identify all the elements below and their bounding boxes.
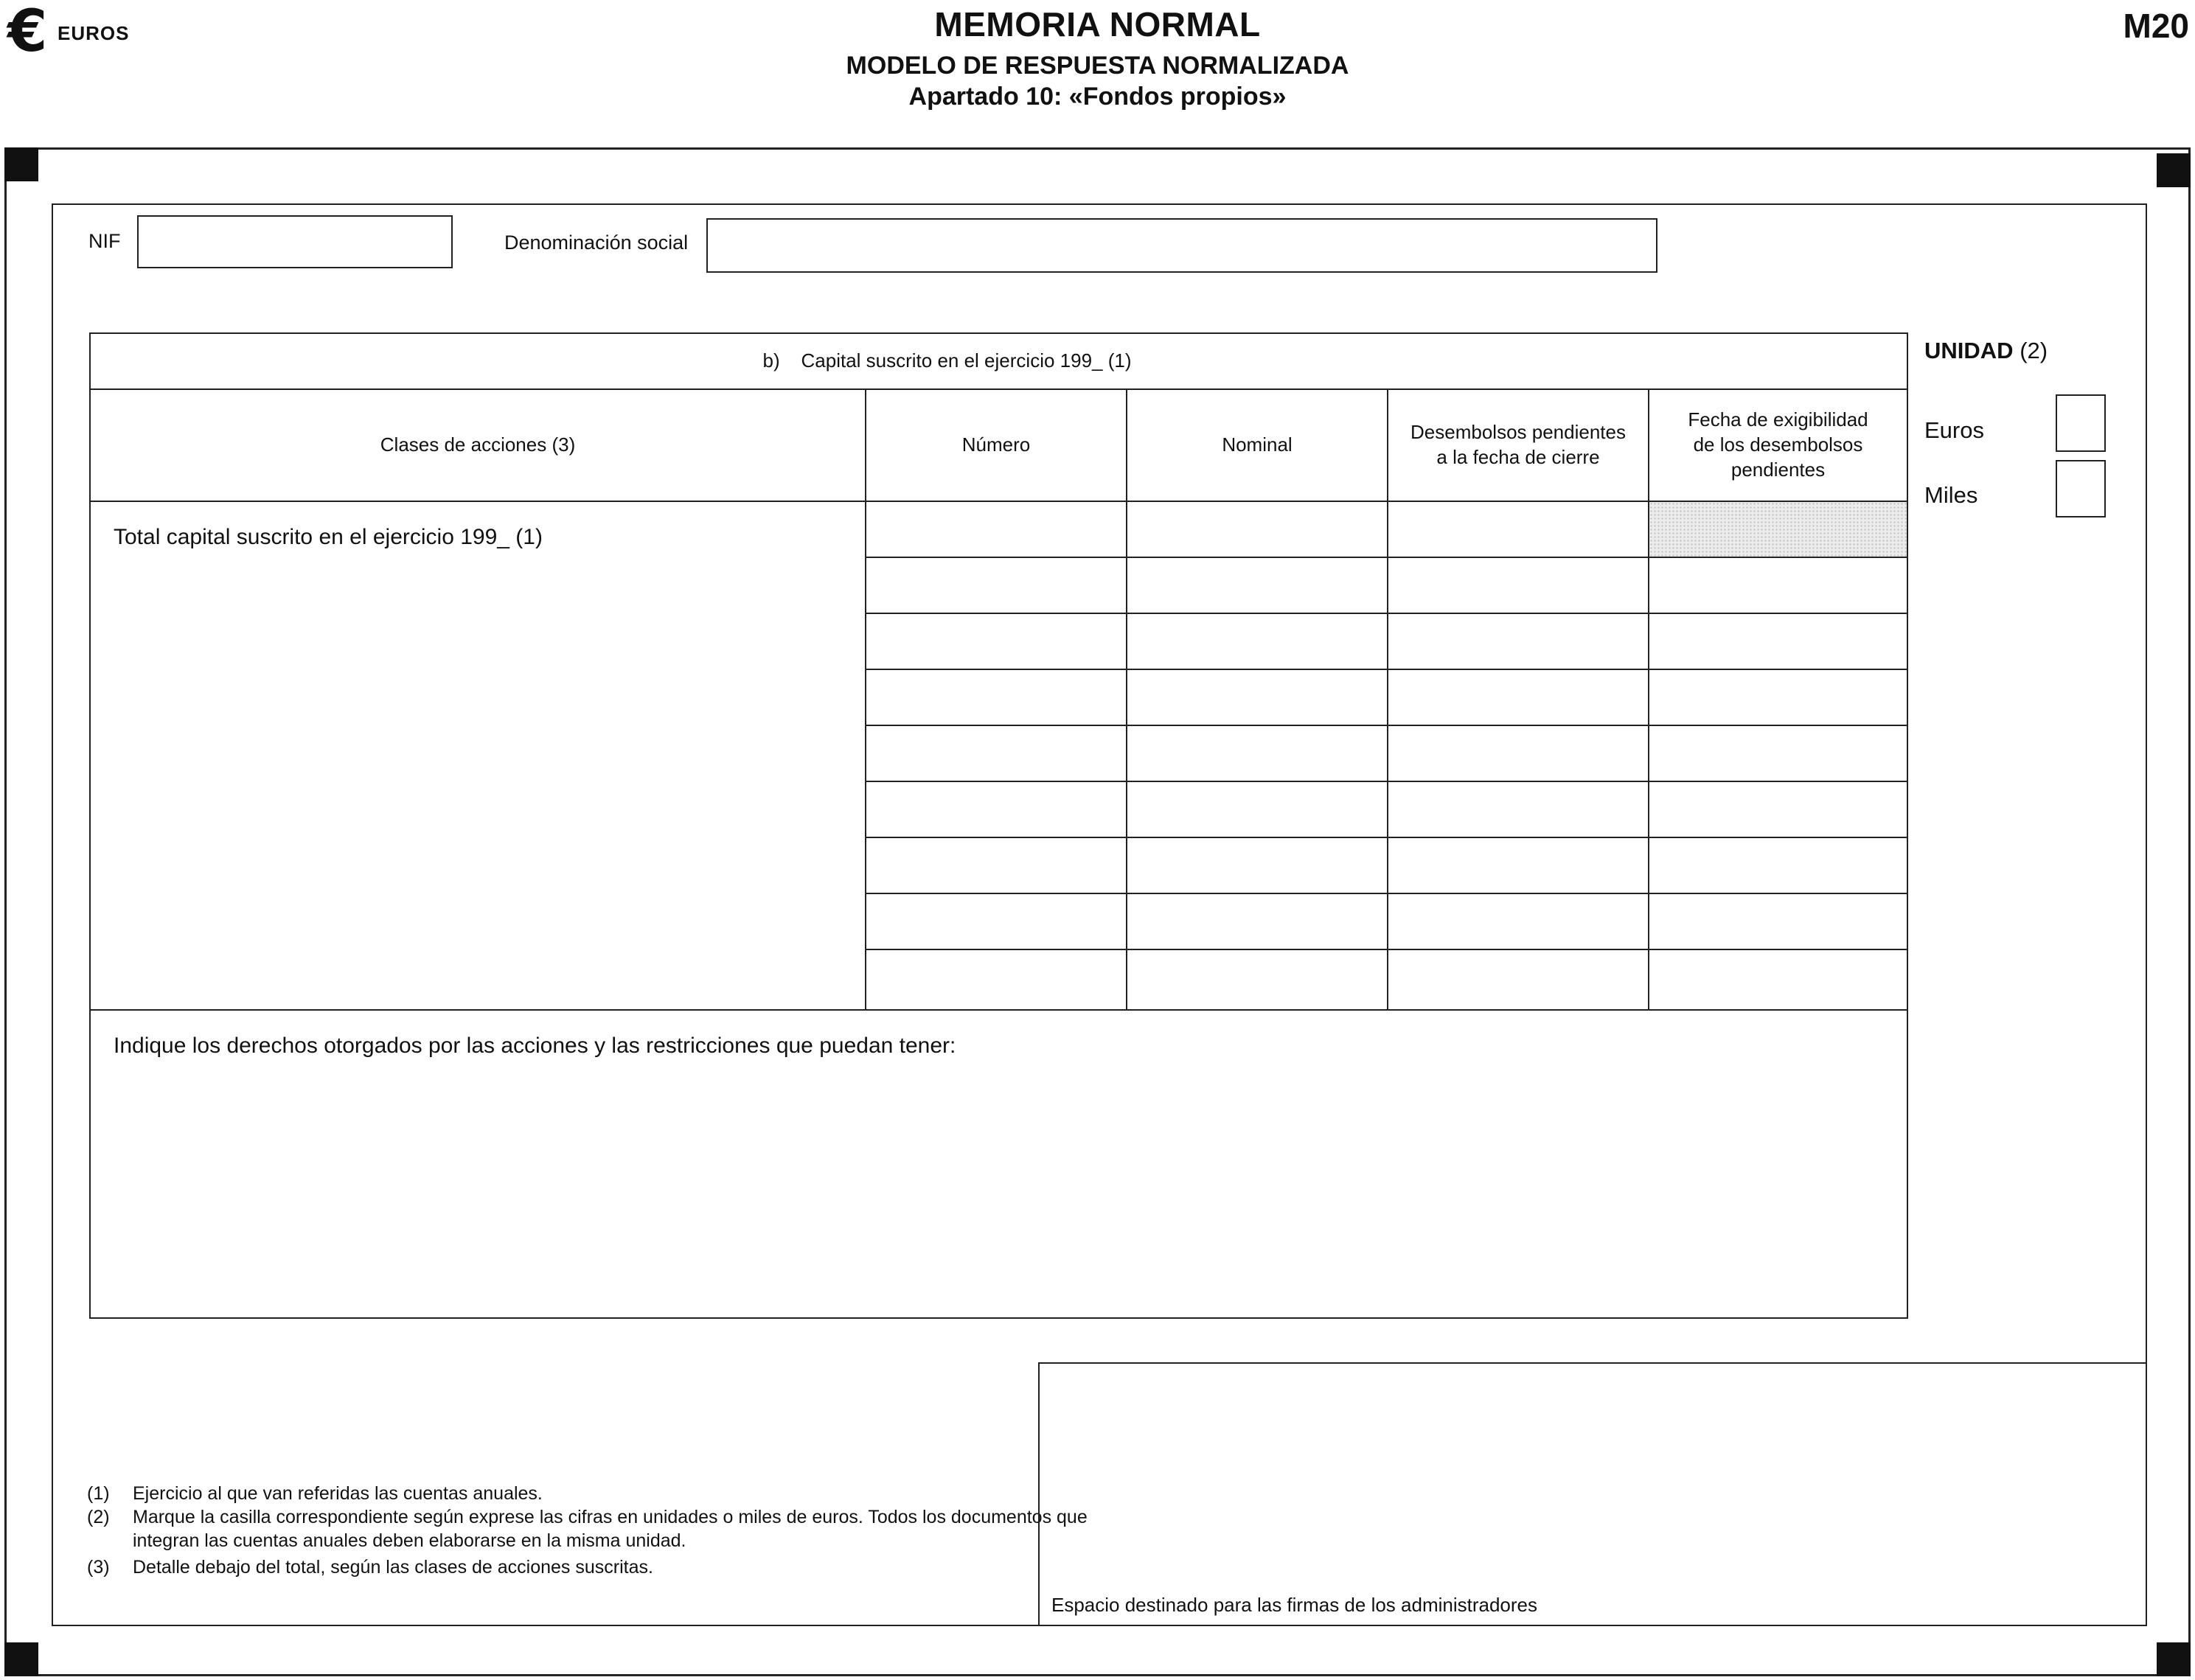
table-cell[interactable] xyxy=(865,781,1127,838)
table-cell[interactable] xyxy=(1648,893,1908,950)
table-cell[interactable] xyxy=(865,557,1127,614)
model-code: M20 xyxy=(2123,7,2189,45)
form-title: MEMORIA NORMAL xyxy=(934,5,1261,43)
table-cell[interactable] xyxy=(865,669,1127,726)
footnote-text: Marque la casilla correspondiente según exprese las cifras en unidades o miles de euros. Todos los documentos que integran las cuentas anuales deben elaborarse en la misma unidad. xyxy=(133,1507,1088,1551)
footnote-number: (3) xyxy=(87,1557,110,1578)
company-name-label: Denominación social xyxy=(504,231,689,254)
table-caption xyxy=(89,332,1908,390)
column-header-due-date: Fecha de exigibilidad de los desembolsos pendientes xyxy=(1648,388,1908,502)
table-cell[interactable] xyxy=(1387,837,1649,894)
unit-option-miles-label: Miles xyxy=(1924,482,1978,508)
column-header-number: Número xyxy=(865,388,1127,502)
registration-mark-top-left xyxy=(4,147,38,181)
footnote-3 xyxy=(87,1555,1046,1579)
table-cell[interactable] xyxy=(1387,893,1649,950)
currency-label: EUROS xyxy=(58,22,130,44)
table-cell-shaded xyxy=(1648,501,1908,558)
table-cell[interactable] xyxy=(1387,613,1649,670)
table-cell[interactable] xyxy=(1126,949,1388,1011)
table-cell[interactable] xyxy=(1126,893,1388,950)
table-cell[interactable] xyxy=(865,837,1127,894)
unit-label-note: (2) xyxy=(2020,338,2048,363)
total-capital-label: Total capital suscrito en el ejercicio 199_ (1) xyxy=(114,525,543,549)
table-cell[interactable] xyxy=(1648,613,1908,670)
table-cell[interactable] xyxy=(1648,725,1908,782)
footnote-2 xyxy=(87,1505,1088,1554)
table-cell[interactable] xyxy=(1648,781,1908,838)
table-cell[interactable] xyxy=(865,501,1127,558)
footnote-text: Detalle debajo del total, según las clases de acciones suscritas. xyxy=(133,1557,653,1578)
table-cell[interactable] xyxy=(1387,557,1649,614)
table-cell[interactable] xyxy=(865,725,1127,782)
table-cell[interactable] xyxy=(1387,781,1649,838)
footnote-text: Ejercicio al que van referidas las cuentas anuales. xyxy=(133,1483,543,1504)
footnote-1 xyxy=(87,1482,1046,1505)
unit-option-euros-label: Euros xyxy=(1924,417,1984,443)
footnote-number: (2) xyxy=(87,1507,110,1527)
form-subtitle: MODELO DE RESPUESTA NORMALIZADA xyxy=(846,52,1349,80)
nif-field[interactable] xyxy=(137,215,453,268)
signature-label: Espacio destinado para las firmas de los administradores xyxy=(1051,1594,1538,1616)
table-cell[interactable] xyxy=(1648,669,1908,726)
unit-label xyxy=(1924,338,2048,364)
table-cell[interactable] xyxy=(1648,837,1908,894)
table-cell[interactable] xyxy=(1126,613,1388,670)
table-caption-text: b) Capital suscrito en el ejercicio 199_ (1) xyxy=(762,349,1132,372)
table-cell[interactable] xyxy=(865,893,1127,950)
table-cell[interactable] xyxy=(865,613,1127,670)
table-cell[interactable] xyxy=(1126,501,1388,558)
column-header-pending-payments: Desembolsos pendientes a la fecha de cierre xyxy=(1387,388,1649,502)
column-header-share-classes: Clases de acciones (3) xyxy=(89,388,866,502)
unit-label-text: UNIDAD xyxy=(1924,338,2014,363)
registration-mark-bottom-right xyxy=(2157,1642,2191,1676)
table-cell[interactable] xyxy=(1126,725,1388,782)
table-cell[interactable] xyxy=(865,949,1127,1011)
unit-miles-checkbox[interactable] xyxy=(2056,460,2106,517)
nif-label: NIF xyxy=(88,230,121,252)
section-title: Apartado 10: «Fondos propios» xyxy=(908,83,1287,111)
table-cell[interactable] xyxy=(1126,781,1388,838)
rights-restrictions-label: Indique los derechos otorgados por las acciones y las restricciones que puedan tener: xyxy=(114,1034,956,1058)
unit-euros-checkbox[interactable] xyxy=(2056,394,2106,452)
table-cell[interactable] xyxy=(1387,949,1649,1011)
table-cell[interactable] xyxy=(1387,501,1649,558)
share-classes-column xyxy=(89,501,866,1011)
table-cell[interactable] xyxy=(1126,669,1388,726)
table-cell[interactable] xyxy=(1126,557,1388,614)
signature-area[interactable] xyxy=(1038,1362,2147,1626)
footnote-number: (1) xyxy=(87,1483,110,1504)
table-cell[interactable] xyxy=(1387,669,1649,726)
table-cell[interactable] xyxy=(1126,837,1388,894)
company-name-field[interactable] xyxy=(706,218,1657,273)
column-header-nominal: Nominal xyxy=(1126,388,1388,502)
table-cell[interactable] xyxy=(1387,725,1649,782)
table-cell[interactable] xyxy=(1648,949,1908,1011)
registration-mark-top-right xyxy=(2157,153,2191,187)
registration-mark-bottom-left xyxy=(4,1642,38,1676)
euro-icon: € xyxy=(7,0,48,65)
table-cell[interactable] xyxy=(1648,557,1908,614)
